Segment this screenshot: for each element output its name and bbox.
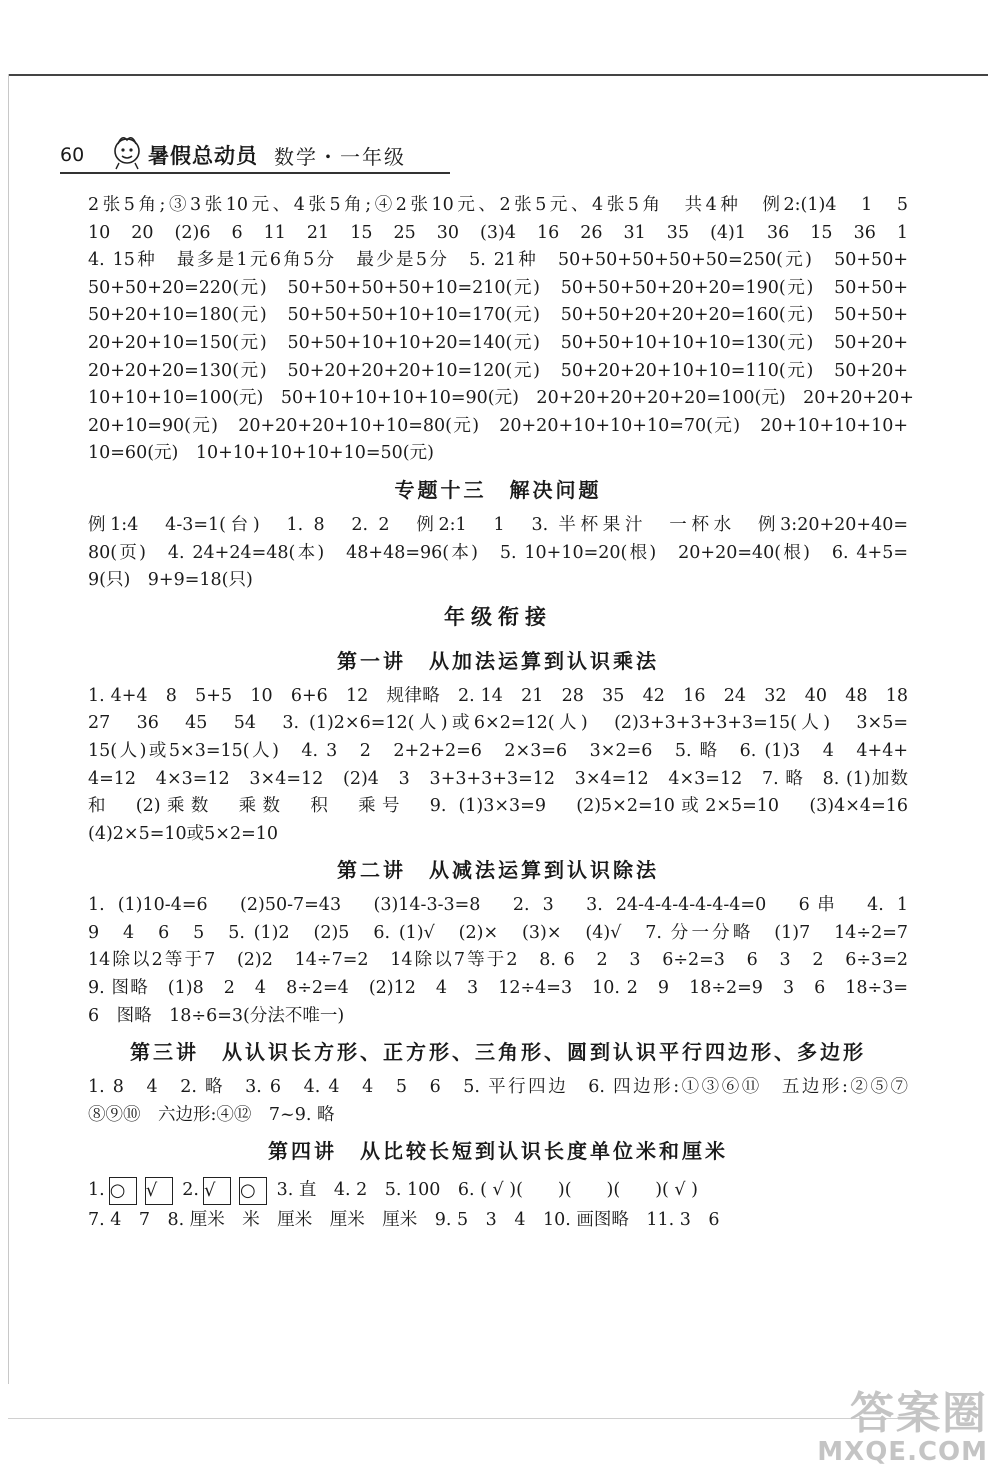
answer-line: 例1:4 4-3=1(台) 1. 8 2. 2 例2:1 1 3. 半杯果汁 一杯水 例3:20+20+40= (88, 514, 908, 535)
answer-line: 4=12 4×3=12 3×4=12 (2)4 3 3+3+3+3=12 3×4=12 4×3=12 7. 略 8. (1)加数 (88, 768, 908, 789)
answer-line: 9(只) 9+9=18(只) (88, 570, 253, 591)
header-rule (60, 172, 450, 174)
answer-line: 15(人)或5×3=15(人) 4. 3 2 2+2+2=6 2×3=6 3×2=6 5. 略 6. (1)3 4 4+4+ (88, 740, 908, 761)
answer-line: 14除以2等于7 (2)2 14÷7=2 14除以7等于2 8. 6 2 3 6÷2=3 6 3 2 6÷3=2 (88, 950, 908, 971)
answer-line: 6 图略 18÷6=3(分法不唯一) (88, 1005, 345, 1026)
answer-line: 7. 4 7 8. 厘米 米 厘米 厘米 厘米 9. 5 3 4 10. 画图略 11. 3 6 (88, 1210, 720, 1231)
bottom-rule (8, 1418, 940, 1419)
answer-line: 1. (1)10-4=6 (2)50-7=43 (3)14-3-3=8 2. 3 3. 24-4-4-4-4-4-4=0 6串 4. 1 (88, 895, 908, 916)
answer-line: 50+50+20=220(元) 50+50+50+50+10=210(元) 50+50+50+20+20=190(元) 50+50+ (88, 277, 908, 298)
watermark (817, 1390, 988, 1467)
answer-box: √ (145, 1177, 173, 1205)
answer-paragraph (88, 512, 908, 595)
answer-line: 20+10=90(元) 20+20+20+10+10=80(元) 20+20+10+10+10=70(元) 20+10+10+10+ (88, 415, 908, 436)
answer-line: 80(页) 4. 24+24=48(本) 48+48=96(本) 5. 10+10=20(根) 20+20=40(根) 6. 4+5= (88, 542, 908, 563)
section-title: 第四讲 从比较长短到认识长度单位米和厘米 (268, 1139, 728, 1164)
book-title: 暑假总动员 (148, 144, 258, 168)
answer-line: 9 4 6 5 5. (1)2 (2)5 6. (1)√ (2)× (3)× (4)√ 7. 分一分略 (1)7 14÷2=7 (88, 922, 908, 943)
top-rule (8, 74, 988, 76)
answer-line: 27 36 45 54 3. (1)2×6=12(人)或6×2=12(人) (2)3+3+3+3+3=15(人) 3×5= (88, 713, 908, 734)
watermark-url: MXQE.COM (817, 1437, 988, 1468)
section-title: 专题十三 解决问题 (394, 477, 602, 502)
answer-line: 和 (2)乘数 乘数 积 乘号 9. (1)3×3=9 (2)5×2=10或2×5=10 (3)4×4=16 (88, 796, 908, 817)
answer-line: ⑧⑨⑩ 六边形:④⑫ 7~9. 略 (88, 1104, 335, 1125)
left-margin-rule (8, 74, 9, 1384)
answer-paragraph (88, 683, 908, 849)
answer-paragraph (88, 1173, 908, 1207)
answer-box: ○ (109, 1177, 137, 1205)
answer-line: 20+20+10=150(元) 50+50+10+10+20=140(元) 50+50+10+10+10=130(元) 50+20+ (88, 332, 908, 353)
answer-line (88, 1173, 908, 1207)
answer-line: (4)2×5=10或5×2=10 (88, 823, 279, 844)
subject-grade: 数学・一年级 (274, 145, 406, 169)
question-number: 1. (88, 1180, 105, 1201)
cartoon-boy-icon (110, 132, 144, 170)
question-number: 2. (182, 1180, 199, 1201)
answer-line: 10=60(元) 10+10+10+10+10=50(元) (88, 443, 434, 464)
answer-line: 20+20+20=130(元) 50+20+20+20+10=120(元) 50+20+20+10+10=110(元) 50+20+ (88, 360, 908, 381)
answer-line: 10+10+10=100(元) 50+10+10+10+10=90(元) 20+20+20+20+20=100(元) 20+20+20+ (88, 388, 914, 409)
answer-paragraph (88, 1207, 908, 1235)
watermark-logo: 答案圈 (850, 1388, 988, 1439)
answer-box: √ (203, 1177, 231, 1205)
answer-paragraph (88, 892, 908, 1030)
section-title: 第三讲 从认识长方形、正方形、三角形、圆到认识平行四边形、多边形 (130, 1040, 866, 1065)
section-title: 年级衔接 (444, 604, 552, 629)
answer-box: ○ (239, 1177, 267, 1205)
answer-line: 1. 8 4 2. 略 3. 6 4. 4 4 5 6 5. 平行四边 6. 四边形:①③⑥⑪ 五边形:②⑤⑦ (88, 1077, 908, 1098)
answer-paragraph (88, 192, 914, 468)
section-title: 第二讲 从减法运算到认识除法 (337, 858, 659, 883)
answer-line: 10 20 (2)6 6 11 21 15 25 30 (3)4 16 26 31 35 (4)1 36 15 36 1 (88, 222, 908, 243)
answer-line: 1. 4+4 8 5+5 10 6+6 12 规律略 2. 14 21 28 35 42 16 24 32 40 48 18 (88, 685, 908, 706)
answer-content (88, 192, 914, 1235)
page-number: 60 (60, 144, 85, 166)
answer-line: 4. 15种 最多是1元6角5分 最少是5分 5. 21种 50+50+50+50+50=250(元) 50+50+ (88, 250, 908, 271)
answer-line: 9. 图略 (1)8 2 4 8÷2=4 (2)12 4 3 12÷4=3 10. 2 9 18÷2=9 3 6 18÷3= (88, 978, 908, 999)
answer-line: 2张5角;③3张10元、4张5角;④2张10元、2张5元、4张5角 共4种 例2:(1)4 1 5 (88, 195, 908, 215)
section-title: 第一讲 从加法运算到认识乘法 (337, 648, 659, 673)
answer-paragraph (88, 1074, 908, 1129)
answer-line: 50+20+10=180(元) 50+50+50+10+10=170(元) 50+50+20+20+20=160(元) 50+50+ (88, 305, 908, 326)
answer-text: 3. 直 4. 2 5. 100 6. ( √ )( )( )( )( √ ) (276, 1180, 698, 1201)
page-header (60, 132, 460, 172)
